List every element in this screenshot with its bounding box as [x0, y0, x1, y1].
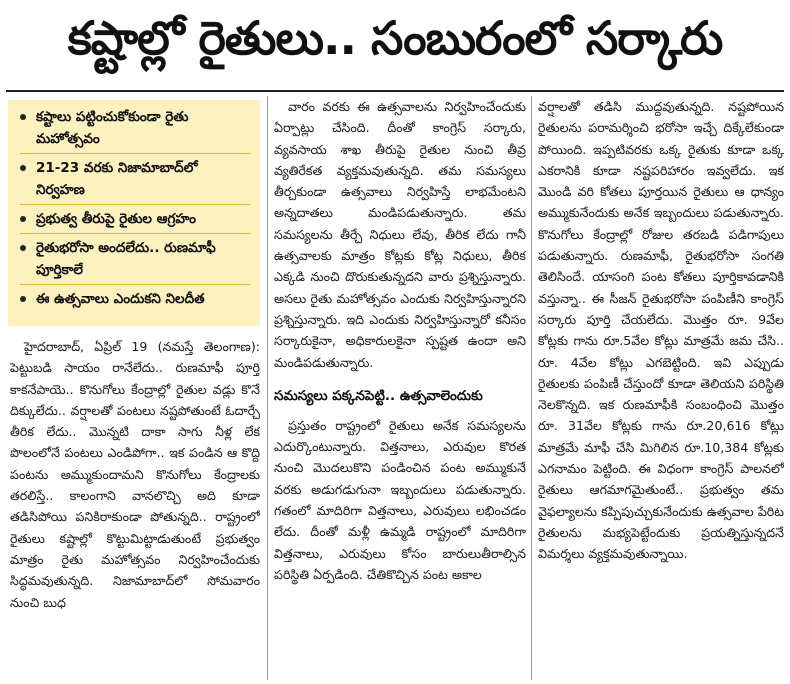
- article-paragraph: వర్షాలతో తడిసి ముద్దవుతున్నది. నష్టపోయిన రైతులను పరామర్శించి భరోసా ఇచ్చే దిక్కేలేకుండా పోయింది. ఇప్పటివరకు ఒక్క రైతుకు కూడా ఒక్క ఎకరానికి కూడా నష్టపరిహారం ఇవ్వలేదు. ఇక మొండి వరి కోతలు పూర్తయిన రైతులు ఆ ధాన్యం అమ్ముకునేందుకు అనేక ఇబ్బందులు పడుతున్నారు. కొనుగోలు కేంద్రాల్లో రోజుల తరబడి పడిగాపులు పడుతున్నారు. రుణమాఫీ, రైతుభరోసా సంగతి తెలిసిందే. యాసంగి పంట కోతలు పూర్తికావడానికి వస్తున్నా.. ఈ సీజన్ రైతుభరోసా పంపిణీని కాంగ్రెస్ సర్కారు పూర్తి చేయలేదు. మొత్తం రూ. 9వేల కోట్లకు గాను రూ.5వేల కోట్లు మాత్రమే జమ చేసి.. రూ. 4వేల కోట్లు ఎగబెట్టింది. ఇవి ఎప్పుడు రైతులకు పంపిణీ చేస్తుందో కూడా తెలియని పరిస్థితి నెలకొన్నది. ఇక రుణమాఫీకి సంబంధించి మొత్తం రూ. 31వేల కోట్లకు గాను రూ.20,616 కోట్లు మాత్రమే మాఫీ చేసి మిగిలిన రూ.10,384 కోట్లకు ఎగనామం పెట్టింది. ఈ విధంగా కాంగ్రెస్ పాలనలో రైతులు ఆగమాగమైతుంటే.. ప్రభుత్వం తమ వైఫల్యాలను కప్పిపుచ్చుకునేందుకు ఉత్సవాల పేరిట రైతులను మభ్యపెట్టేందుకు ప్రయత్నిస్తున్నదనే విమర్శలు వ్యక్తమవుతున్నాయి.: [538, 99, 784, 562]
- highlight-text: ప్రభుత్వ తీరుపై రైతుల ఆగ్రహం: [36, 211, 196, 227]
- article-column-2: [274, 96, 526, 680]
- article-column-3: [538, 96, 784, 680]
- article-subheading: సమస్యలు పక్కనపెట్టి.. ఉత్సవాలెందుకు: [274, 387, 483, 404]
- highlight-text: కష్టాలు పట్టించుకోకుండా రైతు మహోత్సవం: [36, 109, 189, 147]
- highlight-text: 21-23 వరకు నిజామాబాద్‌లో నిర్వహణ: [36, 160, 198, 198]
- highlight-text: ఈ ఉత్సవాలు ఎందుకని నిలదీత: [36, 291, 205, 307]
- article-paragraph: ప్రస్తుతం రాష్ట్రంలో రైతులు అనేక సమస్యలను ఎదుర్కొంటున్నారు. విత్తనాలు, ఎరువుల కొరత నుంచి మొదలుకొని పండించిన పంట అమ్ముకునే వరకు అడుగడుగునా ఇబ్బందులు పడుతున్నారు. గతంలో మాదిరిగా విత్తనాలు, ఎరువులు లభించడం లేదు. దీంతో మళ్లీ ఉమ్మడి రాష్ట్రంలో మాదిరిగా విత్తనాలు, ఎరువులు కోసం బారులుతీరాల్సిన పరిస్థితి ఏర్పడింది. చేతికొచ్చిన పంట అకాల: [274, 417, 526, 582]
- column-divider: [531, 96, 532, 680]
- highlight-divider: [20, 284, 250, 285]
- headline: కష్టాల్లో రైతులు.. సంబురంలో సర్కారు: [67, 11, 723, 65]
- highlights-box: [8, 100, 260, 326]
- highlight-divider: [20, 233, 250, 234]
- article-paragraph: హైదరాబాద్, ఏప్రిల్ 19 (నమస్తే తెలంగాణ): పెట్టుబడి సాయం రానేలేదు.. రుణమాఫీ పూర్తి కాకనేపాయె.. కొనుగోలు కేంద్రాల్లో రైతుల వడ్లు కొనే దిక్కులేదు.. వర్షాలతో పంటలు నష్టపోతుంటే ఓదార్చే తీరిక లేదు.. మొన్నటి దాకా సాగు నీళ్ల లేక పొలంలోనే పంటలు ఎండిపోగా.. ఇక పండిన ఆ కొద్ది పంటను అమ్ముకుందామని కొనుగోలు కేంద్రాలకు తరలిస్తే.. కాలంగాని వానలొచ్చి అది కూడా తడిసిపోయి పనికిరాకుండా పోతున్నది.. రాష్ట్రంలో రైతులు కష్టాల్లో కొట్టుమిట్టాడుతుంటే ప్రభుత్వం మాత్రం రైతు మహోత్సవం నిర్వహించేందుకు సిద్ధమవుతున్నది. నిజామాబాద్‌లో సోమవారం నుంచి బుధ: [10, 339, 260, 610]
- bullet-icon: [20, 216, 26, 222]
- bullet-icon: [20, 165, 26, 171]
- highlight-divider: [20, 204, 250, 205]
- article-column-1: [10, 336, 260, 680]
- column-divider: [267, 96, 268, 680]
- highlight-text: రైతుభరోసా అందలేదు.. రుణమాఫీ పూర్తికాలే: [36, 240, 216, 278]
- highlight-item: [20, 208, 250, 230]
- bullet-icon: [20, 245, 26, 251]
- bullet-icon: [20, 296, 26, 302]
- bullet-icon: [20, 114, 26, 120]
- headline-divider: [6, 90, 784, 92]
- highlight-item: [20, 157, 250, 201]
- highlight-item: [20, 288, 250, 310]
- highlight-item: [20, 237, 250, 281]
- highlight-divider: [20, 153, 250, 154]
- highlight-item: [20, 106, 250, 150]
- article-paragraph: వారం వరకు ఈ ఉత్సవాలను నిర్వహించేందుకు ఏర్పాట్లు చేసింది. దీంతో కాంగ్రెస్ సర్కారు, వ్యవసాయ శాఖ తీరుపై రైతుల నుంచి తీవ్ర వ్యతిరేకత వ్యక్తమవుతున్నది. తమ సమస్యలు తీర్చకుండా ఉత్సవాలు నిర్వహిస్తే లాభమేంటని అన్నదాతలు మండిపడుతున్నారు. తమ సమస్యలను తీర్చే నిధులు లేవు, తీరిక లేదు గానీ ఉత్సవాలకు మాత్రం కోట్లకు కోట్ల నిధులు, తీరిక ఎక్కడి నుంచి దొరుకుతున్నదని వారు ప్రశ్నిస్తున్నారు. అసలు రైతు మహోత్సవం ఎందుకు నిర్వహిస్తున్నారని ప్రశ్నిస్తున్నారు. ఇది ఎందుకు నిర్వహిస్తున్నారో కనీసం సర్కారుకైనా, అధికారులకైనా స్పష్టత ఉందా అని మండిపడుతున్నారు.: [274, 99, 526, 370]
